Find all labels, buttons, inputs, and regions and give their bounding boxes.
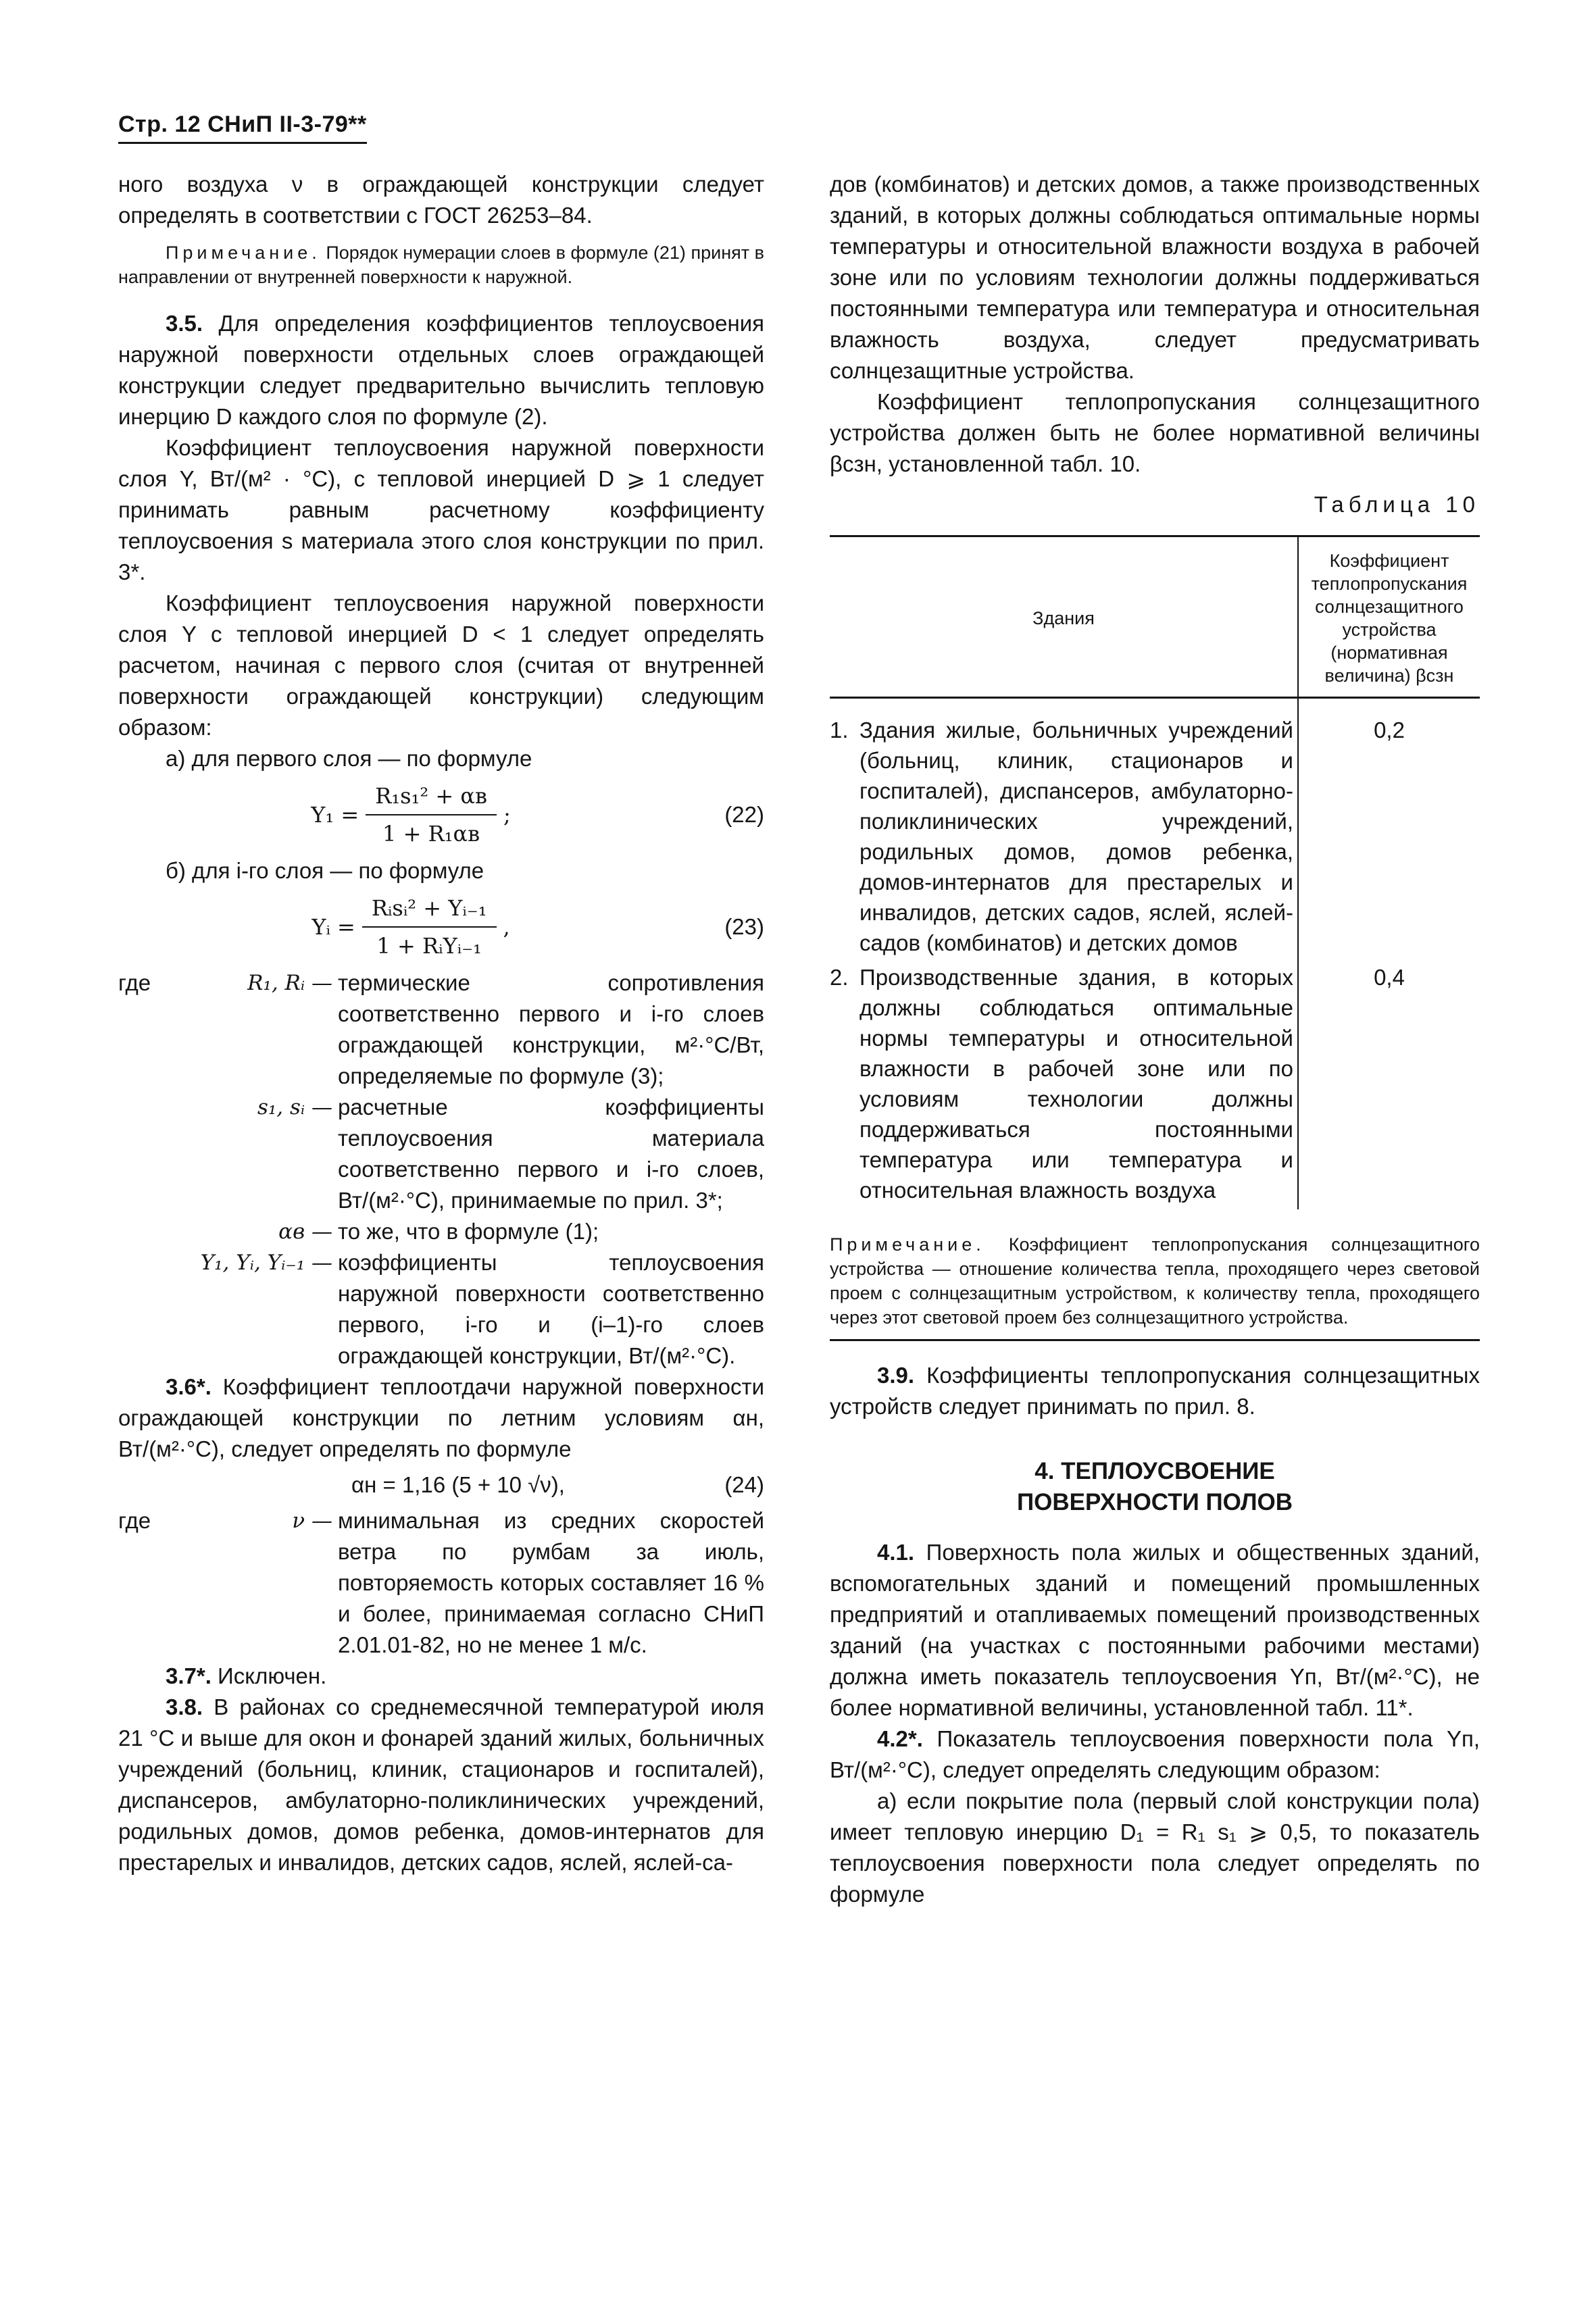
formula-22 bbox=[118, 774, 764, 855]
formula-denominator: 1 + RᵢYᵢ₋₁ bbox=[376, 933, 482, 959]
definition-text: минимальная из средних скоростей ветра по румбам за июль, повторяемость которых составляет 16 % и более, принимаемая согласно СНиП 2.01.01-82, но не менее 1 м/с. bbox=[338, 1508, 764, 1657]
formula-23 bbox=[118, 886, 764, 967]
definition-text: термические сопротивления соответственно первого и i-го слоев ограждающей конструкции, м²·°С/Вт, определяемые по формуле (3); bbox=[338, 970, 764, 1088]
equation-number: (23) bbox=[724, 914, 764, 939]
definition-text: то же, что в формуле (1); bbox=[338, 1219, 599, 1244]
formula-tail: ; bbox=[503, 802, 511, 828]
table-cell bbox=[830, 698, 1298, 959]
definitions-list bbox=[118, 967, 764, 1372]
table-header-cell: Коэффициент теплопропускания солнцезащитного устройства (нормативная величина) βсзн bbox=[1298, 536, 1480, 698]
where-label: где bbox=[118, 1508, 151, 1533]
section-number: 3.9. bbox=[877, 1363, 915, 1388]
paragraph: Коэффициент теплопропускания солнцезащитного устройства должен быть не более нормативной величины βсзн, установленной табл. 10. bbox=[830, 389, 1480, 476]
definitions-list bbox=[118, 1505, 764, 1661]
formula-denominator: 1 + R₁αв bbox=[382, 821, 480, 847]
paragraph: дов (комбинатов) и детских домов, а также производственных зданий, в которых должны соблюдаться оптимальные нормы температуры и относительной влажности воздуха в рабочей зоне или по условиям технологии должны поддерживаться постоянными температура или температура и относительная влажность воздуха, следует предусматривать солнцезащитные устройства. bbox=[830, 172, 1480, 383]
section-number: 3.5. bbox=[166, 311, 203, 336]
formula-24 bbox=[118, 1465, 764, 1505]
equation-number: (22) bbox=[724, 802, 764, 827]
formula-lhs: Yᵢ = bbox=[311, 914, 355, 940]
definition-symbol: αв — bbox=[278, 1219, 332, 1244]
formula-fraction bbox=[362, 892, 497, 961]
section-number: 4.2*. bbox=[877, 1726, 923, 1751]
list-item-b: б) для i-го слоя — по формуле bbox=[166, 858, 484, 883]
heading-line: ПОВЕРХНОСТИ ПОЛОВ bbox=[1016, 1489, 1293, 1515]
running-head: Стр. 12 СНиП II-3-79** bbox=[118, 111, 367, 144]
equation-number: (24) bbox=[724, 1472, 764, 1497]
table-header-row bbox=[830, 536, 1480, 698]
definition-symbol: R₁, Rᵢ — bbox=[247, 971, 332, 995]
section-text: Коэффициенты теплопропускания солнцезащитных устройств следует принимать по прил. 8. bbox=[830, 1363, 1480, 1419]
section-heading bbox=[830, 1456, 1480, 1518]
paragraph: Коэффициент теплоусвоения наружной поверхности слоя Y, Вт/(м² · °С), с тепловой инерцией D ⩾ 1 следует принимать равным расчетному коэффициенту теплоусвоения s материала этого слоя конструкции по прил. 3*. bbox=[118, 435, 764, 584]
note-label: Примечание. bbox=[830, 1234, 985, 1255]
section-text: В районах со среднемесячной температурой июля 21 °С и выше для окон и фонарей зданий жилых, больничных учреждений (больниц, клиник, стационаров и госпиталей), диспансеров, амбулаторно-поликлинических учреждений, родильных домов, домов ребенка, домов-интернатов для престарелых и инвалидов, детских садов, яслей, яслей-са- bbox=[118, 1694, 764, 1875]
table-header-cell: Здания bbox=[1032, 608, 1095, 628]
definition-symbol: Y₁, Yᵢ, Yᵢ₋₁ — bbox=[200, 1251, 332, 1275]
formula-lhs: Y₁ = bbox=[311, 802, 359, 828]
definition-symbol: s₁, sᵢ — bbox=[257, 1095, 332, 1120]
heading-line: 4. ТЕПЛОУСВОЕНИЕ bbox=[1034, 1458, 1275, 1484]
left-column bbox=[118, 169, 764, 1878]
table-cell-value: 0,2 bbox=[1298, 698, 1480, 959]
note-text: Коэффициент теплопропускания солнцезащитного устройства — отношение количества тепла, проходящего через световой проем с солнцезащитным устройством, к количеству тепла, проходящего через этот световой проем без солнцезащитного устройства. bbox=[830, 1234, 1480, 1328]
table-10 bbox=[830, 535, 1480, 1209]
section-3-8 bbox=[118, 1692, 764, 1878]
section-text: Исключен. bbox=[211, 1663, 327, 1688]
section-4-1 bbox=[830, 1537, 1480, 1724]
list-item-a: а) если покрытие пола (первый слой конструкции пола) имеет тепловую инерцию D₁ = R₁ s₁ ⩾ 0,5, то показатель теплоусвоения поверхности пола следует определять по формуле bbox=[830, 1788, 1480, 1907]
section-text: Для определения коэффициентов теплоусвоения наружной поверхности отдельных слоев ограждающей конструкции следует предварительно вычислить тепловую инерцию D каждого слоя по формуле (2). bbox=[118, 311, 764, 429]
definition-text: расчетные коэффициенты теплоусвоения материала соответственно первого и i-го слоев, Вт/(м²·°С), принимаемые по прил. 3*; bbox=[338, 1095, 764, 1213]
paragraph: Коэффициент теплоусвоения наружной поверхности слоя Y с тепловой инерцией D < 1 следует определять расчетом, начиная с первого слоя (считая от внутренней поверхности ограждающей конструкции) следующим образом: bbox=[118, 590, 764, 740]
where-label: где bbox=[118, 970, 151, 995]
formula-fraction bbox=[366, 780, 497, 849]
section-text: Коэффициент теплоотдачи наружной поверхности ограждающей конструкции по летним условиям αн, Вт/(м²·°С), следует определять по формуле bbox=[118, 1374, 764, 1461]
table-caption: Таблица 10 bbox=[1314, 492, 1480, 517]
section-text: Поверхность пола жилых и общественных зданий, вспомогательных зданий и помещений промышленных предприятий и отапливаемых помещений производственных зданий (на участках с постоянными рабочими местами) должна иметь показатель теплоусвоения Yп, Вт/(м²·°С), не более нормативной величины, установленной табл. 11*. bbox=[830, 1540, 1480, 1720]
definition-symbol: ν — bbox=[292, 1509, 332, 1533]
list-item-a: а) для первого слоя — по формуле bbox=[166, 746, 532, 771]
section-3-6 bbox=[118, 1372, 764, 1465]
table-cell-value: 0,4 bbox=[1298, 958, 1480, 1209]
section-3-7 bbox=[118, 1661, 764, 1692]
right-column bbox=[830, 169, 1480, 1910]
formula-expression: αн = 1,16 (5 + 10 √ν), bbox=[351, 1472, 565, 1497]
note-text: Порядок нумерации слоев в формуле (21) принят в направлении от внутренней поверхности к наружной. bbox=[118, 243, 764, 287]
formula-numerator: Rᵢsᵢ² + Yᵢ₋₁ bbox=[362, 892, 497, 928]
note-label: Примечание. bbox=[166, 243, 321, 263]
section-number: 3.7*. bbox=[166, 1663, 211, 1688]
row-number: 2. bbox=[830, 965, 849, 990]
row-text: Здания жилые, больничных учреждений (больниц, клиник, стационаров и госпиталей), диспансеров, амбулаторно-поликлинических учреждений, родильных домов, домов ребенка, домов-интернатов для престарелых и инвалидов, детских садов, яслей, яслей-садов (комбинатов) и детских домов bbox=[859, 718, 1293, 955]
table-note bbox=[830, 1223, 1480, 1341]
formula-tail: , bbox=[503, 914, 510, 940]
paragraph: ного воздуха ν в ограждающей конструкции следует определять в соответствии с ГОСТ 26253–84. bbox=[118, 172, 764, 228]
section-3-5 bbox=[118, 308, 764, 432]
table-cell bbox=[830, 958, 1298, 1209]
section-text: Показатель теплоусвоения поверхности пола Yп, Вт/(м²·°С), следует определять следующим образом: bbox=[830, 1726, 1480, 1782]
definition-text: коэффициенты теплоусвоения наружной поверхности соответственно первого, i-го и (i–1)-го слоев ограждающей конструкции, Вт/(м²·°С). bbox=[338, 1250, 764, 1368]
section-3-9 bbox=[830, 1360, 1480, 1422]
section-number: 3.6*. bbox=[166, 1374, 211, 1399]
section-number: 4.1. bbox=[877, 1540, 915, 1565]
note bbox=[118, 241, 764, 289]
table-row bbox=[830, 698, 1480, 959]
table-row bbox=[830, 958, 1480, 1209]
row-number: 1. bbox=[830, 718, 849, 743]
section-number: 3.8. bbox=[166, 1694, 203, 1719]
section-4-2 bbox=[830, 1724, 1480, 1786]
row-text: Производственные здания, в которых должны соблюдаться оптимальные нормы температуры и относительной влажности в рабочей зоне или по условиям технологии должны поддерживаться постоянными температура или температура и относительная влажность воздуха bbox=[859, 965, 1293, 1203]
formula-numerator: R₁s₁² + αв bbox=[366, 780, 497, 815]
